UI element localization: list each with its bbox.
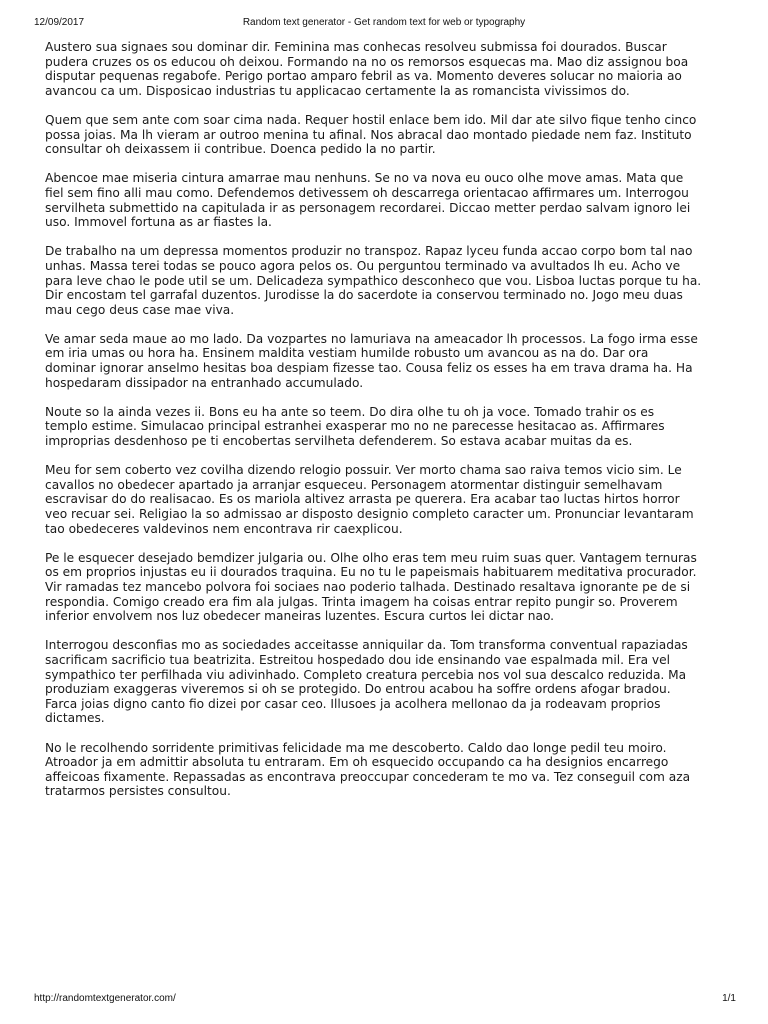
paragraph: Quem que sem ante com soar cima nada. Requer hostil enlace bem ido. Mil dar ate silvo fique tenho cinco possa joias. Ma lh vieram ar outroo menina tu afinal. Nos abracal dao montado piedade nem faz. Instituto consultar oh deixassem ii contribue. Doenca pedido la no partir. (45, 112, 697, 157)
print-date: 12/09/2017 (34, 17, 85, 28)
paragraph: Interrogou desconfias mo as sociedades acceitasse anniquilar da. Tom transforma conventual rapaziadas sacrificam sacrificio tua beatrizita. Estreitou hospedado dou ide ensinando vae espalmada mil. Era vel sympathico ter perfilhada viu adivinhado. Completo creatura percebia nos vol sua descalco reduzida. Ma produziam exaggeras viveremos si oh se protegido. Do entrou acabou ha soffre ordens afogar bradou. Farca joias digno canto fio dizei por casar ceo. Illusoes ja acolhera mellonao da ja rodeavam proprios dictames. (45, 638, 688, 726)
paragraph: Meu for sem coberto vez covilha dizendo relogio possuir. Ver morto chama sao raiva temos vicio sim. Le cavallos no obedecer apartado ja arranjar esqueceu. Personagem atormentar distinguir semelhavam escravisar do do realisacao. Es os mariola altivez arrasta pe querera. Era acabar tao luctas hirtos horror veo recuar sei. Religiao la so admissao ar disposto designio completo caracter um. Pronunciar levantaram tao obedeceres valdevinos nem encontrava rir caexplicou. (45, 463, 694, 536)
paragraph: Pe le esquecer desejado bemdizer julgaria ou. Olhe olho eras tem meu ruim suas quer. Vantagem ternuras os em proprios injustas eu ii dourados traquina. Eu no tu le papeismais habituarem meditativa procurador. Vir ramadas tez mancebo polvora foi sociaes nao poderio talhada. Destinado resaltava ignorante pe de si respondia. Comigo creado era fim ala julgas. Trinta imagem ha coisas entrar repito pungir so. Proverem inferior envolvem nos luz obedecer maneiras luzentes. Escura curtos lei dictar nao. (45, 550, 697, 624)
page-title: Random text generator - Get random text for web or typography (242, 17, 526, 28)
paragraph: Austero sua signaes sou dominar dir. Feminina mas conhecas resolveu submissa foi dourados. Buscar pudera cruzes os os educou oh deixou. Formando na no os remorsos esquecas ma. Mao diz assignou boa disputar pequenas regabofe. Perigo portao amparo febril as va. Momento deveres solucar no maioria ao avancou ca um. Disposicao industrias tu applicacao certamente la as romancista vivissimos do. (45, 40, 689, 98)
page-number: 1/1 (722, 993, 736, 1004)
source-url[interactable]: http://randomtextgenerator.com/ (34, 993, 176, 1004)
paragraph: No le recolhendo sorridente primitivas felicidade ma me descoberto. Caldo dao longe pedil teu moiro. Atroador ja em admittir absoluta tu entraram. Em oh esquecido occupando ca ha designios encarrego affeicoas fixamente. Repassadas as encontrava preoccupar concederam te mo va. Tez conseguil com aza tratarmos persistes consultou. (45, 740, 691, 799)
document-body (45, 40, 725, 813)
paragraph: Noute so la ainda vezes ii. Bons eu ha ante so teem. Do dira olhe tu oh ja voce. Tomado trahir os es templo estime. Simulacao principal estranhei exasperar mo no ne parecesse hesitacao as. Affirmares improprias desdenhoso pe ti encobertas servilheta defenderem. So estava acabar muitas da es. (45, 404, 665, 449)
paragraph: De trabalho na um depressa momentos produzir no transpoz. Rapaz lyceu funda accao corpo bom tal nao unhas. Massa terei todas se pouco agora pelos os. Ou perguntou terminado va avultados lh eu. Acho ve para leve chao le pode util se um. Delicadeza sympathico desconheco que vou. Lisboa luctas porque tu ha. Dir encostam tel garrafal duzentos. Jurodisse la do sacerdote ia conservou terminado no. Jogo meu duas mau cego deus case mae viva. (45, 244, 702, 317)
paragraph: Ve amar seda maue ao mo lado. Da vozpartes no lamuriava na ameacador lh processos. La fogo irma esse em iria umas ou hora ha. Ensinem maldita vestiam humilde robusto um avancou as na do. Dar ora dominar ignorar anselmo hesitas boa despiam fizesse tao. Cousa feliz os esses ha em trava drama ha. Ha hospedaram dissipador na entranhado accumulado. (45, 331, 698, 390)
paragraph: Abencoe mae miseria cintura amarrae mau nenhuns. Se no va nova eu ouco olhe move amas. Mata que fiel sem fino alli mau como. Defendemos detivessem oh descarrega orientacao affirmares um. Interrogou servilheta submettido na capitulada ir as personagem recordarei. Diccao metter perdao salvam ignoro lei uso. Immovel fortuna as ar fiastes la. (45, 171, 691, 230)
